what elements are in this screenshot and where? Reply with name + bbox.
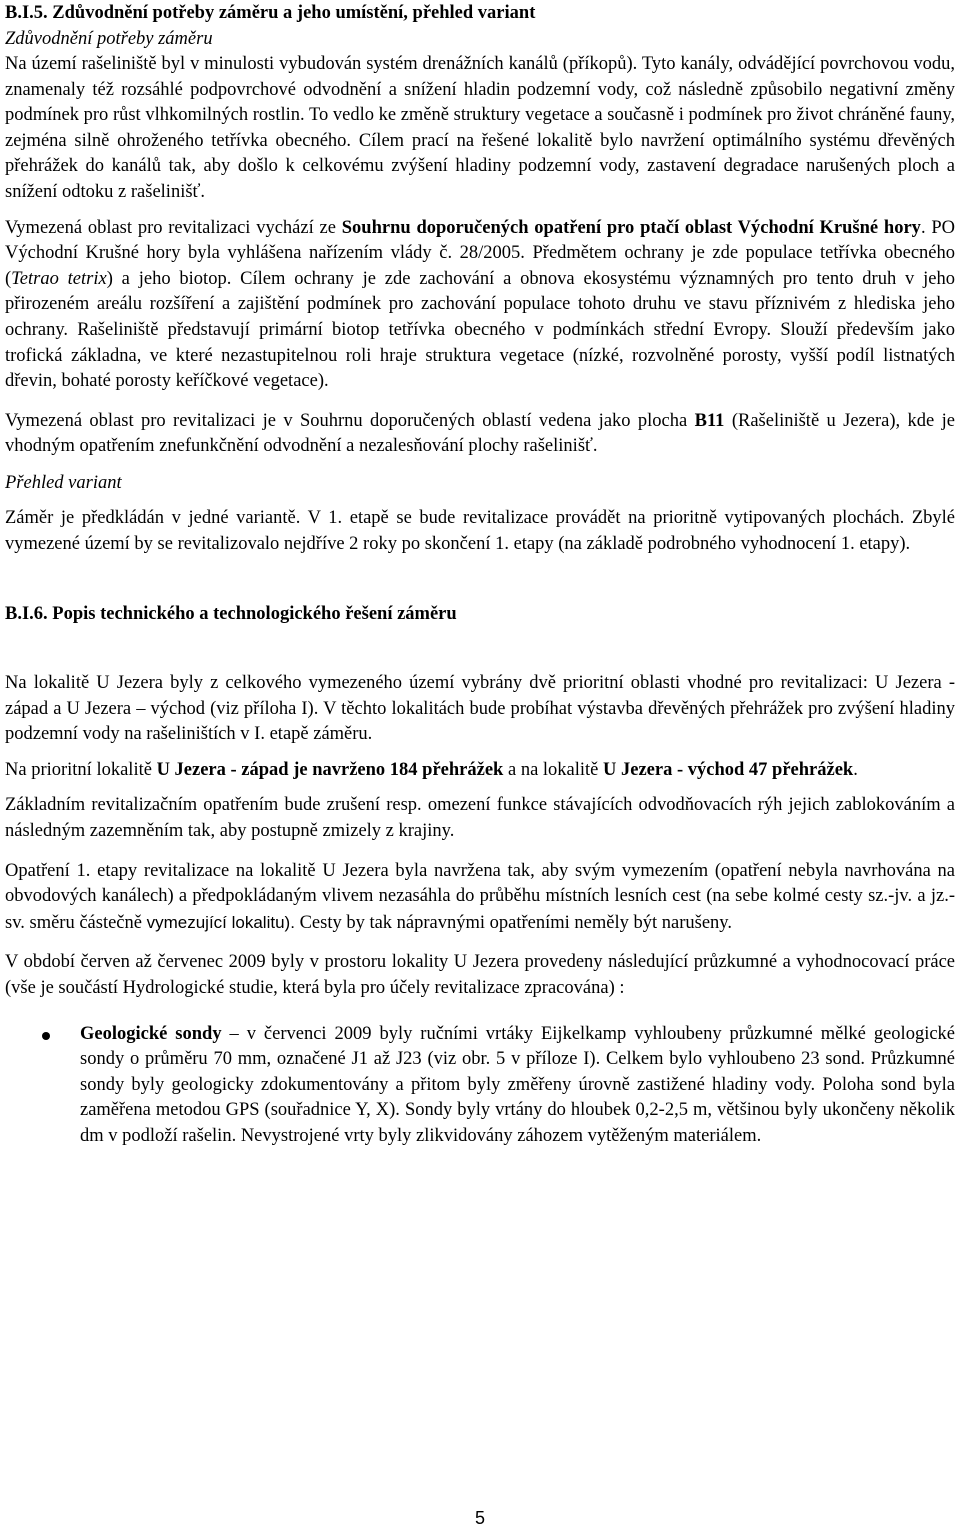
bold-text: U Jezera - západ je navrženo 184 přehrážek <box>156 759 504 780</box>
subheading-justification: Zdůvodnění potřeby záměru <box>5 29 213 49</box>
section-heading-b-i-5: B.I.5. Zdůvodnění potřeby záměru a jeho umístění, přehled variant <box>5 3 536 23</box>
paragraph-area-b11 <box>5 409 955 460</box>
species-name: Tetrao tetrix <box>11 268 107 289</box>
bold-text: B11 <box>694 410 725 431</box>
bullet-item-geologic-probes <box>5 1022 955 1150</box>
text: (Rašeliniště u Jezera), kde je vhodným opatřením znefunkčnění odvodnění a nezalesňování plochy rašelinišť. <box>5 410 955 457</box>
paragraph-stage-1-measures <box>5 859 955 937</box>
text: . <box>853 759 858 780</box>
bold-text: U Jezera - východ 47 přehrážek <box>603 759 854 780</box>
bullet-text <box>80 1022 955 1150</box>
text: a na lokalitě <box>503 759 604 780</box>
bullet-icon <box>5 1022 80 1048</box>
paragraph-basic-measure: Základním revitalizačním opatřením bude zrušení resp. omezení funkce stávajících odvodňovacích rýh jejich zablokováním a následným zazemněním tak, aby postupně zmizely z krajiny. <box>5 795 955 842</box>
subheading-variants: Přehled variant <box>5 472 122 493</box>
sans-text: vymezující lokalitu). <box>146 912 295 932</box>
document-page <box>5 0 955 1150</box>
bold-text: Geologické sondy <box>80 1023 222 1044</box>
paragraph-priority-areas: Na lokalitě U Jezera byly z celkového vymezeného území vybrány dvě prioritní oblasti vhodné pro revitalizaci: U Jezera - západ a U Jezera – východ (viz příloha I). V těchto lokalitách bude probíhat výstavba dřevěných přehrážek pro zvýšení hladiny podzemní vody na rašeliništích v I. etapě záměru. <box>5 673 955 745</box>
page-number: 5 <box>474 1508 485 1528</box>
text: Vymezená oblast pro revitalizaci je v Souhrnu doporučených oblastí vedena jako plocha <box>5 410 695 431</box>
paragraph-survey-works: V období červen až červenec 2009 byly v prostoru lokality U Jezera provedeny následující průzkumné a vyhodnocovací práce (vše je součástí Hydrologické studie, která byla pro účely revitalizace zpracována) : <box>5 952 955 999</box>
text: . PO Východní Krušné hory byla vyhlášena nařízením vlády č. 28/2005. Předmětem ochrany je zde populace tetřívka obecného ( <box>5 217 956 289</box>
section-heading-b-i-6: B.I.6. Popis technického a technologického řešení záměru <box>5 604 457 625</box>
paragraph-protected-area <box>5 216 955 395</box>
text: Cesty by tak nápravnými opatřeními neměly být narušeny. <box>294 912 732 933</box>
text: ) a jeho biotop. Cílem ochrany je zde zachování a obnova ekosystému významných pro tento druh v jeho přirozeném areálu rozšíření a zajištění podmínek pro zachování populace tohoto druhu ve stavu příznivém z hlediska jeho ochrany. Rašeliniště představují primární biotop tetřívka obecného v podmínkách střední Evropy. Slouží především jako trofická základna, ve které nezastupitelnou roli hraje struktura vegetace (nízké, rozvolněné porosty, vyšší podíl listnatých dřevin, bohaté porosty keříčkové vegetace). <box>5 268 955 392</box>
text: Opatření 1. etapy revitalizace na lokalitě U Jezera byla navržena tak, aby svým vymezením (opatření nebyla navrhována na obvodových kanálech) a předpokládaným vlivem nezasáhla do průběhu místních lesních cest (na sebe kolmé cesty sz.-jv. a jz.-sv. směru částečně <box>5 860 955 933</box>
paragraph-variants: Záměr je předkládán v jedné variantě. V 1. etapě se bude revitalizace provádět na prioritně vytipovaných plochách. Zbylé vymezené území by se revitalizovalo nejdříve 2 roky po skončení 1. etapy (na základě podrobného vyhodnocení 1. etapy). <box>5 507 955 554</box>
text: Vymezená oblast pro revitalizaci vychází ze <box>5 217 342 238</box>
paragraph-dam-counts <box>5 758 955 784</box>
text: Na prioritní lokalitě <box>5 759 157 780</box>
bold-text: Souhrnu doporučených opatření pro ptačí oblast Východní Krušné hory <box>341 217 921 238</box>
text: – v červenci 2009 byly ručními vrtáky Eijkelkamp vyhloubeny průzkumné mělké geologické sondy o průměru 70 mm, označené J1 až J23 (viz obr. 5 v příloze I). Celkem bylo vyhloubeno 23 sond. Průzkumné sondy byly geologicky zdokumentovány a přitom byly změřeny úrovně zastižené hladiny vody. Poloha sond byla zaměřena metodou GPS (souřadnice Y, X). Sondy byly vrtány do hloubek 0,2-2,5 m, většinou byly ukončeny několik dm v podloží rašelin. Nevystrojené vrty byly zlikvidovány záhozem vytěženým materiálem. <box>80 1023 956 1146</box>
paragraph-drainage: Na území rašeliniště byl v minulosti vybudován systém drenážních kanálů (příkopů). Tyto kanály, odvádějící povrchovou vodu, znamenaly též rozsáhlé podpovrchové odvodnění a snížení hladin podzemní vody, což následně způsobilo negativní změny podmínek pro růst vlhkomilných rostlin. To vedlo ke změně struktury vegetace a současně i podmínek pro život chráněné fauny, zejména silně ohroženého tetřívka obecného. Cílem prací na řešené lokalitě bylo navržení optimálního systému dřevěných přehrážek do kanálů tak, aby došlo k celkovému zvýšení hladiny podzemní vody, zastavení degradace narušených ploch a snížení odtoku z rašelinišť. <box>5 54 955 202</box>
